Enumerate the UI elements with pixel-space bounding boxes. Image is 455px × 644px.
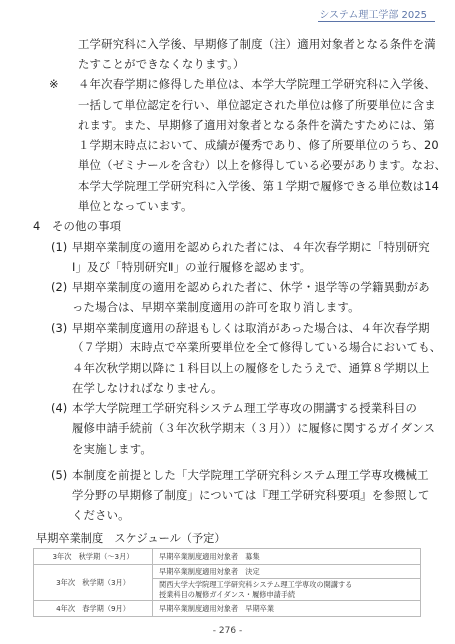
item-line: った場合は、早期卒業制度適用の許可を取り消します。 — [72, 299, 360, 314]
item-line: 早期卒業制度適用の辞退もしくは取消があった場合は、４年次春学期 — [72, 320, 430, 335]
section-heading: 4 その他の事項 — [33, 219, 122, 234]
item-line: を実施します。 — [72, 441, 152, 456]
item-line: 早期卒業制度の適用を認められた者に、休学・退学等の学籍異動があ — [72, 280, 430, 295]
item-number: (3) — [51, 320, 68, 335]
note-line: 本学大学院理工学研究科に入学後、第１学期で履修できる単位数は14 — [78, 178, 440, 193]
item-line: Ⅰ」及び「特別研究Ⅱ」の並行履修を認めます。 — [72, 259, 312, 274]
item-line: ください。 — [72, 508, 130, 522]
schedule-table — [33, 548, 421, 617]
schedule-period: 3年次 秋学期（3月） — [34, 565, 153, 601]
note-marker: ※ — [49, 77, 59, 92]
note-line: 一括して単位認定を行い、単位認定された単位は修了所要単位に含ま — [78, 98, 436, 113]
schedule-content-line: 授業科目の履修ガイダンス・履修申請手続 — [159, 589, 296, 599]
note-line: れます。また、早期修了適用対象者となる条件を満たすためには、第 — [78, 117, 435, 132]
item-line: 本学大学院理工学研究科システム理工学専攻の開講する授業科目の — [72, 401, 418, 416]
schedule-content — [153, 579, 421, 601]
item-number: (2) — [51, 280, 68, 295]
schedule-row — [34, 601, 421, 617]
schedule-content: 早期卒業制度適用対象者 決定 — [153, 565, 421, 579]
schedule-period: 3年次 秋学期（～3月） — [34, 549, 153, 565]
header-title: システム理工学部 2025 — [319, 10, 427, 21]
item-line: 本制度を前提とした「大学院理工学研究科システム理工学専攻機械工 — [72, 468, 429, 482]
item-line: 早期卒業制度の適用を認められた者には、４年次春学期に「特別研究 — [72, 239, 430, 254]
schedule-content-line: 関西大学大学院理工学研究科システム理工学専攻の開講する — [159, 579, 353, 589]
item-line: 履修申請手続前（３年次秋学期末（３月））に履修に関するガイダンス — [72, 421, 436, 436]
note-line: １学期末時点において、成績が優秀であり、修了所要単位のうち、20 — [78, 138, 439, 153]
item-line: 在学しなければなりません。 — [72, 380, 223, 395]
schedule-content: 早期卒業制度適用対象者 募集 — [153, 549, 421, 565]
schedule-content: 早期卒業制度適用対象者 早期卒業 — [153, 601, 421, 617]
page-header — [0, 0, 455, 28]
schedule-period: 4年次 春学期（9月） — [34, 601, 153, 617]
body-line: たすことができなくなります。） — [78, 56, 245, 71]
item-number: (1) — [51, 239, 68, 254]
schedule-row — [34, 565, 421, 579]
page-number: - 276 - — [212, 626, 243, 636]
schedule-title: 早期卒業制度 スケジュール（予定） — [36, 532, 226, 545]
item-number: (4) — [51, 401, 68, 416]
item-line: ４年次秋学期以降に１科目以上の履修をしたうえで、通算８学期以上 — [72, 361, 430, 376]
item-line: （７学期）末時点で卒業所要単位を全て修得している場合においても、 — [72, 340, 442, 355]
schedule-row — [34, 549, 421, 565]
item-number: (5) — [51, 468, 68, 482]
note-line: 単位（ゼミナールを含む）以上を修得している必要があります。なお、 — [78, 158, 447, 173]
note-line: 単位となっています。 — [78, 198, 193, 213]
body-line: 工学研究科に入学後、早期修了制度（注）適用対象者となる条件を満 — [78, 37, 436, 51]
header-rule — [318, 21, 435, 22]
item-line: 学分野の早期修了制度」については『理工学研究科要項』を参照して — [72, 488, 430, 502]
note-line: ４年次春学期に修得した単位は、本学大学院理工学研究科に入学後、 — [78, 77, 436, 92]
